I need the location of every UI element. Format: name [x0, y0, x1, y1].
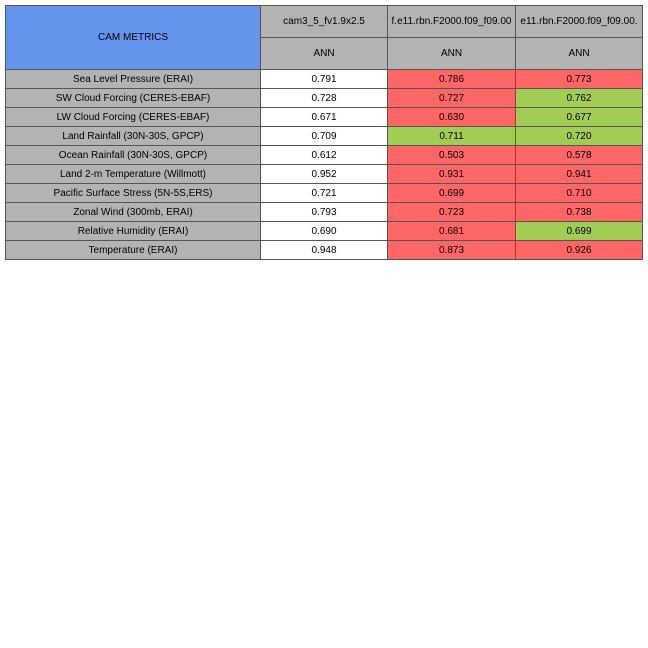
table-row: [6, 146, 643, 165]
table-row: [6, 184, 643, 203]
metric-label: Temperature (ERAI): [6, 241, 261, 260]
metric-value-cell: 0.709: [261, 127, 388, 146]
metric-value-cell: 0.721: [261, 184, 388, 203]
metric-value-cell: 0.926: [516, 241, 643, 260]
metric-value-cell: 0.612: [261, 146, 388, 165]
metric-value-cell: 0.762: [516, 89, 643, 108]
season-header: ANN: [261, 38, 388, 70]
metric-value-cell: 0.630: [388, 108, 516, 127]
case-name-header: .e11.rbn.F2000.f09_f09.00: [516, 6, 643, 38]
table-row: [6, 108, 643, 127]
metric-value-cell: 0.711: [388, 127, 516, 146]
metric-value-cell: 0.793: [261, 203, 388, 222]
case-name-header: cam3_5_fv1.9x2.5: [261, 6, 388, 38]
season-header: ANN: [388, 38, 516, 70]
header-row-cases: [6, 6, 643, 38]
metric-value-cell: 0.699: [516, 222, 643, 241]
metric-value-cell: 0.941: [516, 165, 643, 184]
metric-value-cell: 0.723: [388, 203, 516, 222]
metric-value-cell: 0.931: [388, 165, 516, 184]
metric-value-cell: 0.503: [388, 146, 516, 165]
metric-label: LW Cloud Forcing (CERES-EBAF): [6, 108, 261, 127]
table-row: [6, 165, 643, 184]
metric-value-cell: 0.671: [261, 108, 388, 127]
metric-value-cell: 0.727: [388, 89, 516, 108]
metric-value-cell: 0.952: [261, 165, 388, 184]
metric-value-cell: 0.948: [261, 241, 388, 260]
metric-value-cell: 0.690: [261, 222, 388, 241]
season-header: ANN: [516, 38, 643, 70]
metric-value-cell: 0.699: [388, 184, 516, 203]
metric-value-cell: 0.677: [516, 108, 643, 127]
metric-value-cell: 0.873: [388, 241, 516, 260]
metric-label: Relative Humidity (ERAI): [6, 222, 261, 241]
metric-value-cell: 0.681: [388, 222, 516, 241]
table-row: [6, 127, 643, 146]
table-row: [6, 241, 643, 260]
metric-value-cell: 0.773: [516, 70, 643, 89]
metric-label: Ocean Rainfall (30N-30S, GPCP): [6, 146, 261, 165]
metric-label: SW Cloud Forcing (CERES-EBAF): [6, 89, 261, 108]
case-name-header: f.e11.rbn.F2000.f09_f09.00: [388, 6, 516, 38]
metric-value-cell: 0.786: [388, 70, 516, 89]
table-title: CAM METRICS: [6, 6, 261, 70]
metric-value-cell: 0.720: [516, 127, 643, 146]
table-row: [6, 70, 643, 89]
table-row: [6, 89, 643, 108]
metric-label: Land 2-m Temperature (Willmott): [6, 165, 261, 184]
metric-label: Sea Level Pressure (ERAI): [6, 70, 261, 89]
metric-value-cell: 0.738: [516, 203, 643, 222]
table-row: [6, 222, 643, 241]
metric-value-cell: 0.578: [516, 146, 643, 165]
metric-label: Zonal Wind (300mb, ERAI): [6, 203, 261, 222]
metrics-table: [5, 5, 643, 260]
metric-value-cell: 0.710: [516, 184, 643, 203]
metric-value-cell: 0.791: [261, 70, 388, 89]
metric-value-cell: 0.728: [261, 89, 388, 108]
table-row: [6, 203, 643, 222]
metric-label: Pacific Surface Stress (5N-5S,ERS): [6, 184, 261, 203]
metric-label: Land Rainfall (30N-30S, GPCP): [6, 127, 261, 146]
